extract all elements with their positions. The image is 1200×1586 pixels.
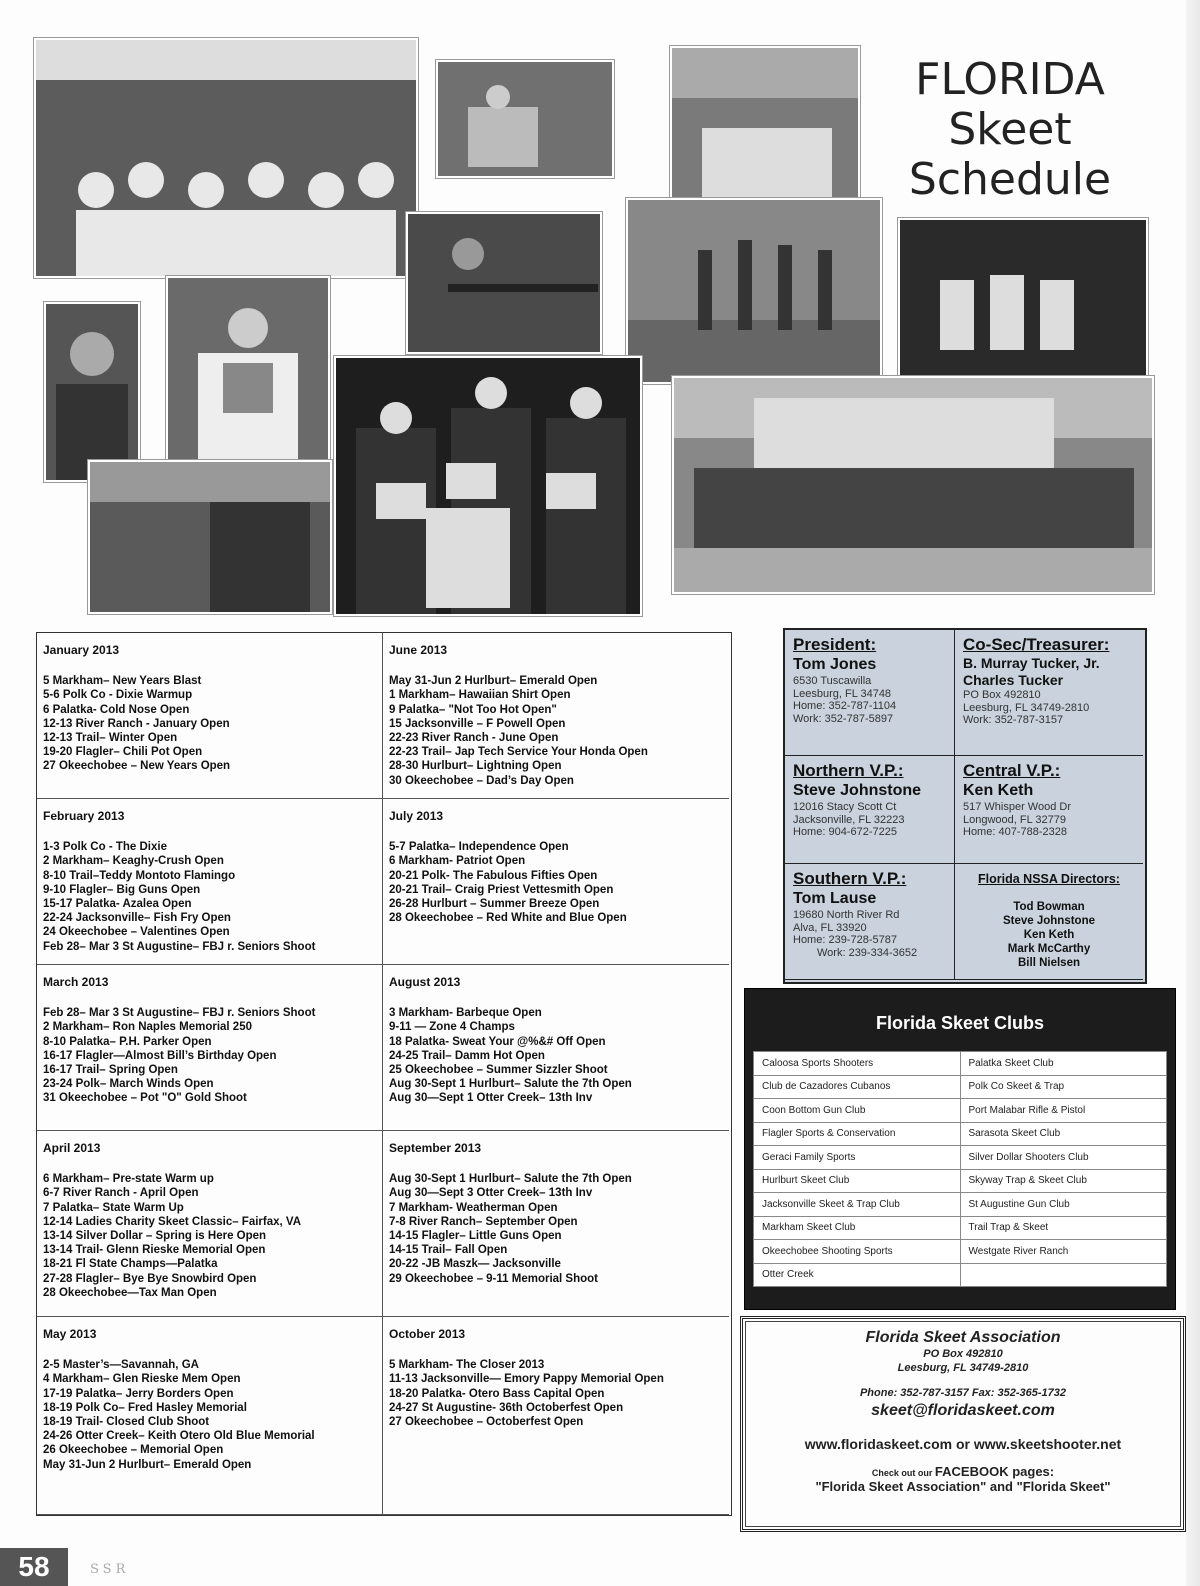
club-name: St Augustine Gun Club <box>960 1193 1167 1217</box>
association-email-link[interactable]: skeet@floridaskeet.com <box>871 1402 1055 1419</box>
event-item: 6 Palatka- Cold Nose Open <box>43 703 190 716</box>
page-title <box>885 55 1135 205</box>
event-item: 6-7 River Ranch - April Open <box>43 1187 199 1200</box>
event-item: 5-7 Palatka– Independence Open <box>389 841 569 854</box>
facebook-callout <box>743 1464 1183 1479</box>
month-cell <box>37 965 383 1131</box>
southern-vp-line: Home: 239-728-5787 <box>793 934 897 946</box>
event-item: Aug 30-Sept 1 Hurlburt– Salute the 7th Open <box>389 1173 632 1186</box>
northern-vp-line: Jacksonville, FL 32223 <box>793 813 905 826</box>
club-name: Coon Bottom Gun Club <box>754 1099 961 1123</box>
association-po: PO Box 492810 <box>923 1348 1003 1360</box>
cosec-role: Co-Sec/Treasurer: <box>963 635 1110 654</box>
month-cell <box>383 1131 729 1317</box>
range-shooters-photo <box>626 198 882 384</box>
association-name: Florida Skeet Association <box>865 1329 1061 1346</box>
event-item: 24-25 Trail– Damm Hot Open <box>389 1049 545 1062</box>
southern-vp-role: Southern V.P.: <box>793 869 907 888</box>
event-item: 7-8 River Ranch– September Open <box>389 1215 578 1228</box>
southern-vp-line: 19680 North River Rd <box>793 909 900 921</box>
club-name <box>960 1263 1167 1287</box>
event-item: 7 Palatka– State Warm Up <box>43 1201 184 1214</box>
event-item: 15-17 Palatka- Azalea Open <box>43 898 192 911</box>
event-item: 14-15 Flagler– Little Guns Open <box>389 1230 562 1243</box>
month-heading: February 2013 <box>43 809 125 823</box>
group-photo-tent <box>34 38 418 278</box>
event-item: 18-19 Polk Co– Fred Hasley Memorial <box>43 1401 247 1414</box>
event-item: 6 Markham– Pre-state Warm up <box>43 1173 214 1186</box>
page-number: 58 <box>0 1548 68 1586</box>
association-city: Leesburg, FL 34749-2810 <box>897 1362 1029 1374</box>
president-line: 6530 Tuscawilla <box>793 675 872 687</box>
facebook-label: FACEBOOK pages: <box>934 1464 1055 1479</box>
event-item: 12-14 Ladies Charity Skeet Classic– Fairfax, VA <box>43 1215 302 1228</box>
month-heading: August 2013 <box>389 975 461 989</box>
bearded-man-photo <box>44 302 140 482</box>
club-row <box>754 1240 1167 1264</box>
central-vp-name: Ken Keth <box>963 782 1034 799</box>
central-vp-line: 517 Whisper Wood Dr <box>963 801 1072 813</box>
outdoor-table-photo <box>88 460 332 614</box>
southern-vp-name: Tom Lause <box>793 890 877 907</box>
event-item: 26 Okeechobee – Memorial Open <box>43 1444 224 1457</box>
event-item: 8-10 Trail–Teddy Montoto Flamingo <box>43 869 236 882</box>
club-row <box>754 1216 1167 1240</box>
event-item: Feb 28– Mar 3 St Augustine– FBJ r. Seniors Shoot <box>43 940 316 953</box>
club-row <box>754 1075 1167 1099</box>
club-name: Jacksonville Skeet & Trap Club <box>754 1193 961 1217</box>
director-name: Mark McCarthy <box>1007 942 1091 955</box>
event-item: 16-17 Flagler—Almost Bill’s Birthday Open <box>43 1049 277 1062</box>
event-item: 8-10 Palatka– P.H. Parker Open <box>43 1035 212 1048</box>
event-item: 23-24 Polk– March Winds Open <box>43 1078 214 1091</box>
event-item: 13-14 Trail- Glenn Rieske Memorial Open <box>43 1244 266 1257</box>
month-heading: October 2013 <box>389 1327 466 1341</box>
page-edge <box>1186 0 1200 1586</box>
event-item: Aug 30—Sept 3 Otter Creek– 13th Inv <box>389 1187 593 1200</box>
president-line: Leesburg, FL 34748 <box>793 687 892 700</box>
event-item: 20-21 Trail– Craig Priest Vettesmith Open <box>389 883 614 896</box>
club-row <box>754 1122 1167 1146</box>
event-item: 28 Okeechobee – Red White and Blue Open <box>389 912 627 925</box>
officers-box <box>783 628 1147 984</box>
event-item: 9-10 Flagler– Big Guns Open <box>43 883 201 896</box>
club-name: Geraci Family Sports <box>754 1146 961 1170</box>
event-item: 5 Markham– New Years Blast <box>43 675 202 688</box>
club-name: Trail Trap & Skeet <box>960 1216 1167 1240</box>
event-item: 3 Markham- Barbeque Open <box>389 1007 542 1020</box>
president-line: Home: 352-787-1104 <box>793 700 897 712</box>
club-name: Hurlburt Skeet Club <box>754 1169 961 1193</box>
clubs-table <box>753 1051 1167 1287</box>
association-box <box>740 1316 1186 1532</box>
club-name: Club de Cazadores Cubanos <box>754 1075 961 1099</box>
event-item: 15 Jacksonville – F Powell Open <box>389 717 566 730</box>
club-row <box>754 1193 1167 1217</box>
directors-cell <box>955 864 1143 980</box>
club-name: Silver Dollar Shooters Club <box>960 1146 1167 1170</box>
event-item: 2 Markham– Keaghy-Crush Open <box>43 855 224 868</box>
southern-vp-line: Alva, FL 33920 <box>793 921 867 934</box>
month-heading: May 2013 <box>43 1327 97 1341</box>
event-item: 29 Okeechobee – 9-11 Memorial Shoot <box>389 1272 598 1285</box>
club-name: Polk Co Skeet & Trap <box>960 1075 1167 1099</box>
club-row <box>754 1099 1167 1123</box>
event-item: 9-11 — Zone 4 Champs <box>389 1021 515 1034</box>
cosec-name: B. Murray Tucker, Jr. <box>963 655 1100 671</box>
night-group-photo <box>898 218 1148 378</box>
cosec-cell <box>955 630 1143 756</box>
month-cell <box>383 799 729 965</box>
club-name: Flagler Sports & Conservation <box>754 1122 961 1146</box>
event-item: 2 Markham– Ron Naples Memorial 250 <box>43 1021 252 1034</box>
club-name: Otter Creek <box>754 1263 961 1287</box>
facebook-pre: Check out our <box>871 1468 933 1478</box>
event-item: 28-30 Hurlburt– Lightning Open <box>389 760 562 773</box>
northern-vp-line: 12016 Stacy Scott Ct <box>793 801 897 813</box>
title-line-2: Skeet <box>948 104 1072 155</box>
event-item: Aug 30—Sept 1 Otter Creek– 13th Inv <box>389 1092 593 1105</box>
president-line: Work: 352-787-5897 <box>793 712 894 725</box>
southern-vp-line: Work: 239-334-3652 <box>817 946 918 959</box>
event-item: 1 Markham– Hawaiian Shirt Open <box>389 689 571 702</box>
event-item: 27 Okeechobee – New Years Open <box>43 760 231 773</box>
event-item: 18-19 Trail- Closed Club Shoot <box>43 1416 210 1429</box>
club-name: Caloosa Sports Shooters <box>754 1052 961 1076</box>
event-item: 24 Okeechobee – Valentines Open <box>43 926 230 939</box>
event-item: 22-23 River Ranch - June Open <box>389 732 559 745</box>
event-item: 24-26 Otter Creek– Keith Otero Old Blue Memorial <box>43 1430 315 1443</box>
director-name: Tod Bowman <box>1013 900 1085 913</box>
event-item: 16-17 Trail– Spring Open <box>43 1064 178 1077</box>
event-item: Feb 28– Mar 3 St Augustine– FBJ r. Seniors Shoot <box>43 1007 316 1020</box>
event-item: 18-21 Fl State Champs—Palatka <box>43 1258 218 1271</box>
event-item: 31 Okeechobee – Pot "O" Gold Shoot <box>43 1092 247 1105</box>
northern-vp-role: Northern V.P.: <box>793 761 904 780</box>
trophy-photo <box>166 276 330 472</box>
association-phone: Phone: 352-787-3157 Fax: 352-365-1732 <box>859 1387 1067 1399</box>
event-item: 1-3 Polk Co - The Dixie <box>43 841 167 854</box>
president-role: President: <box>793 635 877 654</box>
event-item: 9 Palatka– "Not Too Hot Open" <box>389 703 557 716</box>
month-heading: March 2013 <box>43 975 109 989</box>
central-vp-cell <box>955 756 1143 864</box>
facebook-pages: "Florida Skeet Association" and "Florida Skeet" <box>815 1479 1111 1494</box>
central-vp-line: Longwood, FL 32779 <box>963 813 1066 826</box>
club-name: Sarasota Skeet Club <box>960 1122 1167 1146</box>
club-name: Skyway Trap & Skeet Club <box>960 1169 1167 1193</box>
director-name: Bill Nielsen <box>1018 956 1080 969</box>
event-item: 27 Okeechobee – Octoberfest Open <box>389 1416 584 1429</box>
central-vp-role: Central V.P.: <box>963 761 1061 780</box>
cosec-line: Work: 352-787-3157 <box>963 714 1064 726</box>
shooter-photo <box>406 212 602 354</box>
event-item: 5 Markham- The Closer 2013 <box>389 1359 545 1372</box>
northern-vp-line: Home: 904-672-7225 <box>793 826 897 838</box>
month-cell <box>37 799 383 965</box>
month-heading: April 2013 <box>43 1141 101 1155</box>
month-cell <box>383 965 729 1131</box>
event-item: 25 Okeechobee – Summer Sizzler Shoot <box>389 1064 608 1077</box>
event-item: 28 Okeechobee—Tax Man Open <box>43 1286 217 1299</box>
event-item: 24-27 St Augustine- 36th Octoberfest Open <box>389 1401 624 1414</box>
title-line-1: FLORIDA <box>915 54 1105 105</box>
title-line-3: Schedule <box>908 154 1112 205</box>
club-row <box>754 1052 1167 1076</box>
quilt-photo <box>436 60 614 178</box>
cosec-line: Leesburg, FL 34749-2810 <box>963 701 1090 714</box>
awards-photo <box>334 356 642 616</box>
director-name: Steve Johnstone <box>1002 914 1096 927</box>
directors-role: Florida NSSA Directors: <box>978 872 1120 886</box>
association-web-link[interactable]: www.floridaskeet.com or www.skeetshooter.net <box>804 1436 1122 1452</box>
event-item: 22-23 Trail– Jap Tech Service Your Honda Open <box>389 746 648 759</box>
club-name: Palatka Skeet Club <box>960 1052 1167 1076</box>
central-vp-line: Home: 407-788-2328 <box>963 826 1067 838</box>
club-name: Okeechobee Shooting Sports <box>754 1240 961 1264</box>
club-row <box>754 1146 1167 1170</box>
month-heading: September 2013 <box>389 1141 482 1155</box>
event-item: 18 Palatka- Sweat Your @%&# Off Open <box>389 1035 606 1048</box>
event-item: 7 Markham- Weatherman Open <box>389 1201 558 1214</box>
northern-vp-cell <box>785 756 955 864</box>
event-item: May 31-Jun 2 Hurlburt– Emerald Open <box>43 1458 252 1471</box>
event-item: 13-14 Silver Dollar – Spring is Here Open <box>43 1230 267 1243</box>
cosec-line: PO Box 492810 <box>963 689 1041 701</box>
month-cell <box>37 633 383 799</box>
event-item: Aug 30-Sept 1 Hurlburt– Salute the 7th Open <box>389 1078 632 1091</box>
group-photo-small <box>670 46 860 200</box>
president-name: Tom Jones <box>793 656 877 673</box>
youth-group-photo <box>672 376 1154 594</box>
event-item: 27-28 Flagler– Bye Bye Snowbird Open <box>43 1272 257 1285</box>
event-item: 2-5 Master’s—Savannah, GA <box>43 1359 199 1372</box>
event-item: 14-15 Trail– Fall Open <box>389 1244 508 1257</box>
event-item: 30 Okeechobee – Dad’s Day Open <box>389 774 574 787</box>
magazine-name: SSR <box>90 1562 130 1577</box>
club-row <box>754 1263 1167 1287</box>
president-cell <box>785 630 955 756</box>
event-item: 20-21 Polk- The Fabulous Fifties Open <box>389 869 598 882</box>
month-cell <box>37 1131 383 1317</box>
event-item: 6 Markham- Patriot Open <box>389 855 526 868</box>
month-heading: January 2013 <box>43 643 120 657</box>
event-item: 26-28 Hurlburt – Summer Breeze Open <box>389 898 600 911</box>
month-heading: July 2013 <box>389 809 444 823</box>
schedule-table <box>36 632 732 1516</box>
event-item: 5-6 Polk Co - Dixie Warmup <box>43 689 193 702</box>
club-row <box>754 1169 1167 1193</box>
cosec-name-2: Charles Tucker <box>963 672 1064 688</box>
director-name: Ken Keth <box>1023 928 1075 941</box>
club-name: Port Malabar Rifle & Pistol <box>960 1099 1167 1123</box>
club-name: Markham Skeet Club <box>754 1216 961 1240</box>
event-item: 11-13 Jacksonville— Emory Pappy Memorial Open <box>389 1373 664 1386</box>
event-item: 18-20 Palatka- Otero Bass Capital Open <box>389 1387 605 1400</box>
southern-vp-cell <box>785 864 955 980</box>
month-cell <box>383 1317 729 1515</box>
event-item: 20-22 -JB Maszk— Jacksonville <box>389 1258 561 1271</box>
clubs-panel <box>744 988 1176 1310</box>
event-item: 22-24 Jacksonville– Fish Fry Open <box>43 912 231 925</box>
event-item: 12-13 River Ranch - January Open <box>43 717 230 730</box>
event-item: 17-19 Palatka– Jerry Borders Open <box>43 1387 234 1400</box>
club-name: Westgate River Ranch <box>960 1240 1167 1264</box>
event-item: 4 Markham– Glen Rieske Mem Open <box>43 1373 241 1386</box>
northern-vp-name: Steve Johnstone <box>793 782 922 799</box>
month-cell <box>383 633 729 799</box>
clubs-title: Florida Skeet Clubs <box>875 1013 1045 1033</box>
month-cell <box>37 1317 383 1515</box>
event-item: 19-20 Flagler– Chili Pot Open <box>43 746 203 759</box>
month-heading: June 2013 <box>389 643 448 657</box>
event-item: 12-13 Trail– Winter Open <box>43 732 178 745</box>
event-item: May 31-Jun 2 Hurlburt– Emerald Open <box>389 675 598 688</box>
